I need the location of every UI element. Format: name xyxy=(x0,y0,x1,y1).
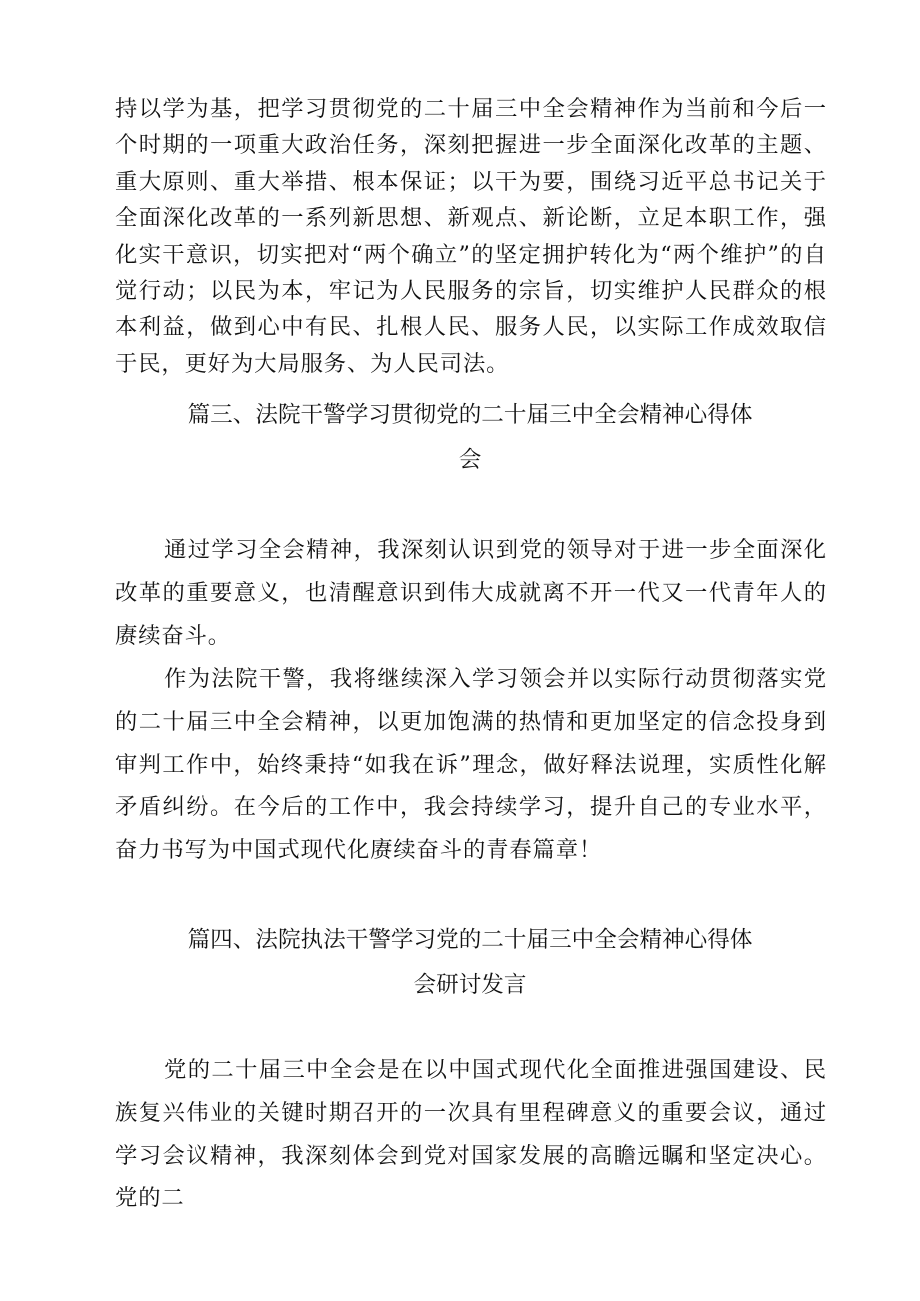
section-three-heading-line2: 会 xyxy=(458,447,482,473)
section-three-paragraph-1: 通过学习全会精神，我深刻认识到党的领导对于进一步全面深化改革的重要意义，也清醒意识到伟大成就离不开一代又一代青年人的赓续奋斗。 xyxy=(115,537,827,649)
section-four-paragraph-1: 党的二十届三中全会是在以中国式现代化全面推进强国建设、民族复兴伟业的关键时期召开的一次具有里程碑意义的重要会议，通过学习会议精神，我深刻体会到党对国家发展的高瞻远瞩和坚定决心。党的二 xyxy=(115,1057,827,1212)
section-three-heading xyxy=(150,393,790,483)
continuation-paragraph: 持以学为基，把学习贯彻党的二十届三中全会精神作为当前和今后一个时期的一项重大政治任务，深刻把握进一步全面深化改革的主题、重大原则、重大举措、根本保证；以干为要，围绕习近平总书记关于全面深化改革的一系列新思想、新观点、新论断，立足本职工作，强化实干意识，切实把对“两个确立”的坚定拥护转化为“两个维护”的自觉行动；以民为本，牢记为人民服务的宗旨，切实维护人民群众的根本利益，做到心中有民、扎根人民、服务人民，以实际工作成效取信于民，更好为大局服务、为人民司法。 xyxy=(115,96,827,377)
section-four-heading-line2: 会研讨发言 xyxy=(413,972,527,998)
section-three-paragraph-2: 作为法院干警，我将继续深入学习领会并以实际行动贯彻落实党的二十届三中全会精神，以更加饱满的热情和更加坚定的信念投身到审判工作中，始终秉持“如我在诉”理念，做好释法说理，实质性化解矛盾纠纷。在今后的工作中，我会持续学习，提升自己的专业水平，奋力书写为中国式现代化赓续奋斗的青春篇章！ xyxy=(115,666,827,864)
section-four-heading-line1: 篇四、法院执法干警学习党的二十届三中全会精神心得体 xyxy=(187,927,753,953)
section-three-heading-line1: 篇三、法院干警学习贯彻党的二十届三中全会精神心得体 xyxy=(187,402,753,428)
section-four-heading xyxy=(150,918,790,1008)
